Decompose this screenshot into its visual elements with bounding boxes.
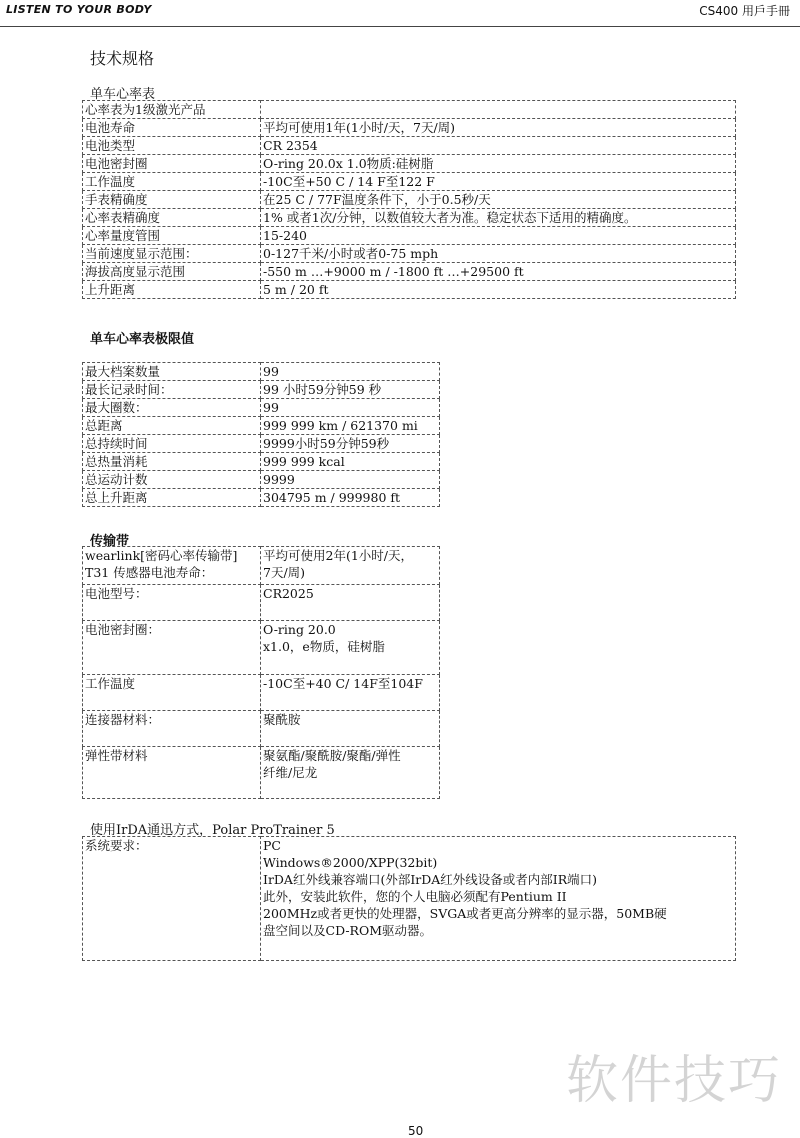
spec-label: 工作温度: [83, 675, 261, 711]
table-row: [83, 101, 736, 119]
limits-spec-table: [82, 362, 440, 507]
requirement-line: 200MHz或者更快的处理器，SVGA或者更高分辨率的显示器，50MB硬: [263, 906, 667, 921]
spec-value: 99 小时59分钟59 秒: [261, 381, 440, 399]
spec-value: 99: [261, 399, 440, 417]
table-row: [83, 119, 736, 137]
table-row: [83, 435, 440, 453]
spec-label: 海拔高度显示范围: [83, 263, 261, 281]
spec-label: 总热量消耗: [83, 453, 261, 471]
table-row: [83, 155, 736, 173]
spec-value: 15-240: [261, 227, 736, 245]
spec-label: 上升距离: [83, 281, 261, 299]
table-row: [83, 191, 736, 209]
spec-value: [261, 101, 736, 119]
requirement-line: Windows®2000/XPP(32bit): [263, 855, 438, 870]
section-label-hrm: 单车心率表: [90, 87, 156, 102]
table-row: [83, 381, 440, 399]
table-row: [83, 585, 440, 621]
spec-value: 1% 或者1次/分钟，以数值较大者为准。稳定状态下适用的精确度。: [261, 209, 736, 227]
spec-value: 99: [261, 363, 440, 381]
spec-value: 5 m / 20 ft: [261, 281, 736, 299]
spec-label: 电池密封圈: [83, 155, 261, 173]
spec-value: 9999小时59分钟59秒: [261, 435, 440, 453]
spec-label: 当前速度显示范围：: [83, 245, 261, 263]
spec-value: 聚酰胺: [261, 711, 440, 747]
spec-label: 弹性带材料: [83, 747, 261, 799]
spec-label: 总距离: [83, 417, 261, 435]
table-row: [83, 209, 736, 227]
spec-label: 电池类型: [83, 137, 261, 155]
section-label-limits: 单车心率表极限值: [90, 332, 195, 347]
hrm-spec-table: [82, 100, 736, 299]
spec-value: 304795 m / 999980 ft: [261, 489, 440, 507]
spec-label: 最大档案数量: [83, 363, 261, 381]
table-row: [83, 137, 736, 155]
spec-value: 平均可使用2年(1小时/天， 7天/周): [261, 547, 440, 585]
strap-spec-table: [82, 546, 440, 799]
requirement-line: 盘空间以及CD-ROM驱动器。: [263, 923, 433, 938]
spec-value: O-ring 20.0x 1.0物质:硅树脂: [261, 155, 736, 173]
requirement-line: IrDA红外线兼容端口(外部IrDA红外线设备或者内部IR端口): [263, 872, 598, 887]
irda-spec-table: [82, 836, 736, 961]
spec-label: 手表精确度: [83, 191, 261, 209]
spec-label: wearlink[密码心率传输带] T31 传感器电池寿命：: [83, 547, 261, 585]
table-row: [83, 417, 440, 435]
table-row: [83, 227, 736, 245]
table-row: [83, 363, 440, 381]
page-number: 50: [408, 1124, 424, 1138]
table-row: [83, 173, 736, 191]
spec-label: 最大圈数：: [83, 399, 261, 417]
spec-label: 心率表为1级激光产品: [83, 101, 261, 119]
table-row: [83, 471, 440, 489]
table-row: [83, 245, 736, 263]
spec-value: 0-127千米/小时或者0-75 mph: [261, 245, 736, 263]
table-row: [83, 621, 440, 675]
table-row: [83, 547, 440, 585]
spec-value: 999 999 km / 621370 mi: [261, 417, 440, 435]
spec-value: 平均可使用1年(1小时/天，7天/周): [261, 119, 736, 137]
spec-value: [261, 837, 736, 961]
spec-value: -550 m …+9000 m / -1800 ft …+29500 ft: [261, 263, 736, 281]
spec-label: 电池密封圈：: [83, 621, 261, 675]
table-row: [83, 489, 440, 507]
section-label-irda: 使用IrDA通迅方式，Polar ProTrainer 5: [90, 823, 335, 838]
spec-label: 工作温度: [83, 173, 261, 191]
table-row: [83, 263, 736, 281]
spec-label: 总持续时间: [83, 435, 261, 453]
spec-label: 电池型号：: [83, 585, 261, 621]
spec-value: 聚氨酯/聚酰胺/聚酯/弹性 纤维/尼龙: [261, 747, 440, 799]
spec-label: 心率表精确度: [83, 209, 261, 227]
spec-value: -10C至+40 C/ 14F至104F: [261, 675, 440, 711]
manual-title: CS400 用戶手冊: [699, 4, 790, 18]
spec-label: 连接器材料：: [83, 711, 261, 747]
spec-value: 999 999 kcal: [261, 453, 440, 471]
spec-label: 心率量度管围: [83, 227, 261, 245]
table-row: [83, 837, 736, 961]
watermark-text: 软件技巧: [566, 1051, 783, 1111]
spec-value: CR 2354: [261, 137, 736, 155]
spec-label: 系统要求：: [83, 837, 261, 961]
brand-slogan: LISTEN TO YOUR BODY: [6, 3, 152, 16]
table-row: [83, 281, 736, 299]
spec-value: 9999: [261, 471, 440, 489]
table-row: [83, 675, 440, 711]
table-row: [83, 399, 440, 417]
section-label-strap: 传输带: [90, 534, 130, 549]
requirement-line: 此外，安装此软件，您的个人电脑必须配有Pentium II: [263, 889, 567, 904]
table-row: [83, 453, 440, 471]
page-title: 技术规格: [90, 49, 155, 68]
spec-label: 电池寿命: [83, 119, 261, 137]
spec-label: 最长记录时间：: [83, 381, 261, 399]
spec-label: 总上升距离: [83, 489, 261, 507]
spec-value: -10C至+50 C / 14 F至122 F: [261, 173, 736, 191]
spec-value: 在25 C / 77F温度条件下，小于0.5秒/天: [261, 191, 736, 209]
table-row: [83, 747, 440, 799]
spec-label: 总运动计数: [83, 471, 261, 489]
table-row: [83, 711, 440, 747]
spec-value: CR2025: [261, 585, 440, 621]
requirement-line: PC: [263, 838, 281, 853]
page-header: [0, 0, 800, 27]
spec-value: O-ring 20.0 x1.0，e物质，硅树脂: [261, 621, 440, 675]
